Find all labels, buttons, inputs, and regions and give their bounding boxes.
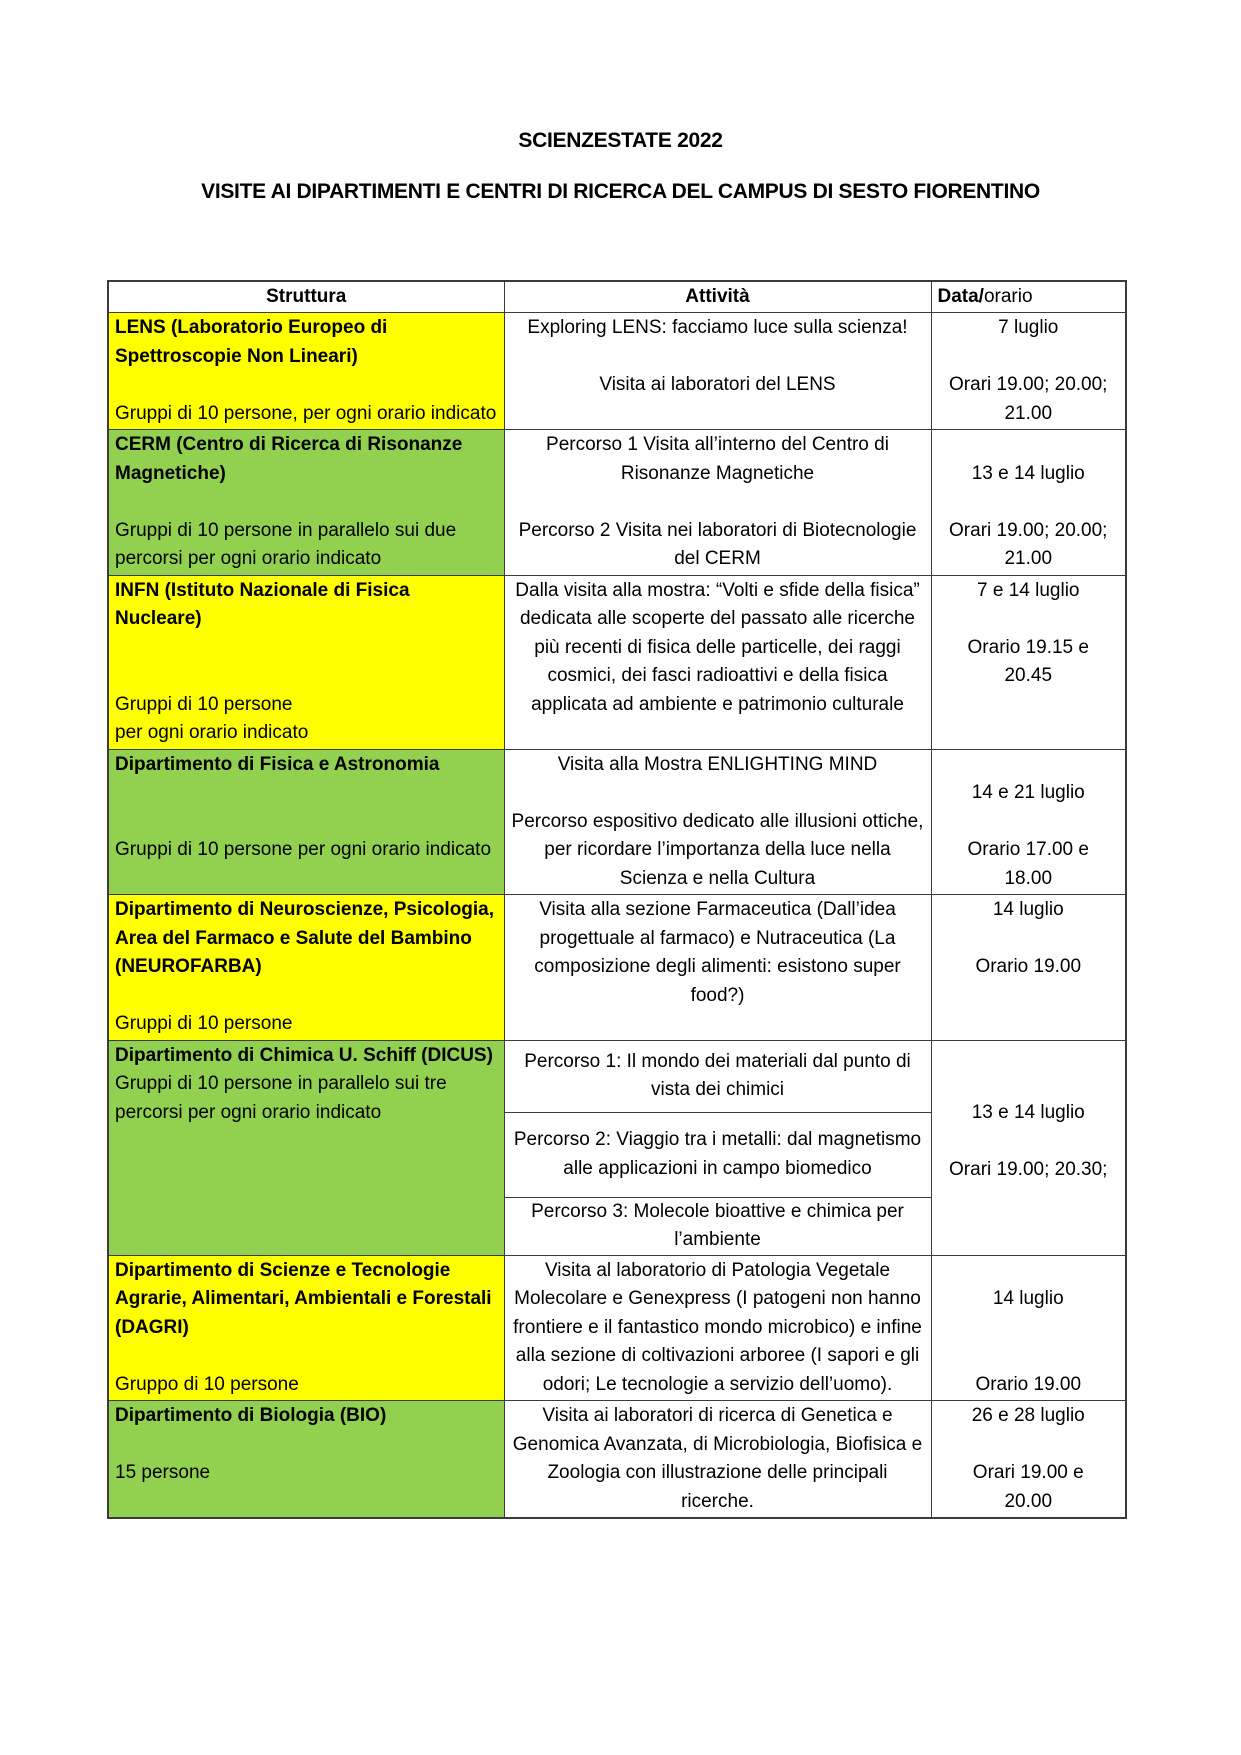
text-line: Percorso 3: Molecole bioattive e chimica per l’ambiente xyxy=(531,1200,904,1250)
spacer xyxy=(115,808,498,837)
header-attivita-label: Attività xyxy=(685,286,750,307)
spacer xyxy=(938,1042,1120,1071)
table-row-infn xyxy=(108,575,1126,749)
text-line: Orari 19.00; 20.00; xyxy=(949,374,1108,395)
spacer xyxy=(938,488,1120,517)
text-line: Orari 19.00 e xyxy=(972,1462,1084,1483)
spacer xyxy=(938,1257,1120,1286)
table-row-dagri xyxy=(108,1255,1126,1401)
spacer xyxy=(938,925,1120,954)
page-title: SCIENZESTATE 2022 xyxy=(518,129,723,152)
spacer xyxy=(511,779,925,808)
struttura-cell-dicus xyxy=(108,1040,504,1255)
text-line: Percorso 1 Visita all’interno del Centro di Risonanze Magnetiche xyxy=(546,434,889,484)
visits-table xyxy=(107,280,1127,1519)
attivita-cell-dagri xyxy=(504,1255,931,1401)
table-row-cerm xyxy=(108,430,1126,576)
struttura-cell-fisica-astronomia xyxy=(108,749,504,895)
spacer xyxy=(115,371,498,400)
spacer xyxy=(115,1431,498,1460)
text-line: Percorso 2: Viaggio tra i metalli: dal magnetismo alle applicazioni in campo biomedico xyxy=(513,1129,922,1179)
table-body xyxy=(108,313,1126,1519)
table-row-dicus xyxy=(108,1040,1126,1255)
text-line: 14 e 21 luglio xyxy=(971,782,1085,803)
text-line: 20.45 xyxy=(1004,665,1053,686)
text-line: Orario 19.00 xyxy=(975,956,1082,977)
text-line: 21.00 xyxy=(1004,548,1053,569)
table-row-lens xyxy=(108,313,1126,430)
text-line: per ogni orario indicato xyxy=(115,722,309,743)
text-line: Orario 19.15 e xyxy=(967,636,1089,658)
struttura-cell-lens xyxy=(108,313,504,430)
spacer xyxy=(115,488,498,517)
attivita-cell-bio xyxy=(504,1401,931,1519)
text-line: Dipartimento di Scienze e Tecnologie Agrarie, Alimentari, Ambientali e Forestali (DAGRI) xyxy=(115,1259,492,1338)
spacer xyxy=(511,488,925,517)
text-line: 7 e 14 luglio xyxy=(977,579,1080,601)
struttura-cell-dagri xyxy=(108,1255,504,1401)
text-line: Percorso 2 Visita nei laboratori di Biotecnologie del CERM xyxy=(518,519,917,569)
text-line: Visita alla Mostra ENLIGHTING MIND xyxy=(557,753,878,775)
text-line: Gruppi di 10 persone xyxy=(115,693,293,715)
spacer xyxy=(115,662,498,691)
text-line: 14 luglio xyxy=(992,899,1064,920)
data-cell-dicus xyxy=(931,1040,1126,1255)
attivita-cell-infn xyxy=(504,575,931,749)
attivita-cell-cerm xyxy=(504,430,931,576)
text-line: 13 e 14 luglio xyxy=(971,1101,1085,1123)
text-line: 13 e 14 luglio xyxy=(971,462,1085,484)
text-line: LENS (Laboratorio Europeo di Spettroscopie Non Lineari) xyxy=(115,317,388,367)
text-line: CERM (Centro di Ricerca di Risonanze Magnetiche) xyxy=(115,434,463,484)
text-line: Visita ai laboratori di ricerca di Genetica e Genomica Avanzata, di Microbiologia, Biofisica e Zoologia con illustrazione delle principali ricerche. xyxy=(512,1405,923,1512)
attivita-cell-neurofarba xyxy=(504,895,931,1041)
text-line: 18.00 xyxy=(1004,867,1053,889)
spacer xyxy=(115,779,498,808)
spacer xyxy=(938,1070,1120,1099)
header-data-orario xyxy=(931,281,1126,313)
data-cell-infn xyxy=(931,575,1126,749)
spacer xyxy=(938,431,1120,460)
struttura-cell-cerm xyxy=(108,430,504,576)
header-data-label-bold: Data/ xyxy=(937,286,984,307)
text-line: 20.00 xyxy=(1004,1490,1053,1512)
spacer xyxy=(115,634,498,663)
text-line: 15 persone xyxy=(115,1462,211,1483)
struttura-cell-infn xyxy=(108,575,504,749)
header-struttura xyxy=(108,281,504,313)
spacer xyxy=(938,605,1120,634)
text-line: Gruppo di 10 persone xyxy=(115,1373,299,1395)
header-struttura-label: Struttura xyxy=(266,286,347,307)
text-line: Dipartimento di Biologia (BIO) xyxy=(115,1405,387,1426)
table-row-neurofarba xyxy=(108,895,1126,1041)
data-cell-bio xyxy=(931,1401,1126,1519)
text-line: Orario 17.00 e xyxy=(967,839,1089,860)
text-line: Percorso espositivo dedicato alle illusioni ottiche, per ricordare l’importanza della luce nella Scienza e nella Cultura xyxy=(511,810,924,889)
text-line: Orario 19.00 xyxy=(975,1373,1082,1395)
text-line: Visita al laboratorio di Patologia Vegetale Molecolare e Genexpress (I patogeni non hanno frontiere e il fantastico mondo microbico) e infine alla sezione di coltivazioni arboree (I sapori e gli odori; Le tecnologie a servizio dell’uomo). xyxy=(513,1259,922,1395)
spacer xyxy=(938,808,1120,837)
text-line: Gruppi di 10 persone, per ogni orario indicato xyxy=(115,402,497,424)
spacer xyxy=(938,1342,1120,1371)
attivita-subrow-dicus-1 xyxy=(505,1041,931,1113)
text-line: 7 luglio xyxy=(998,317,1059,338)
spacer xyxy=(115,982,498,1011)
text-line: Dipartimento di Chimica U. Schiff (DICUS) xyxy=(115,1044,493,1066)
text-line: Dipartimento di Fisica e Astronomia xyxy=(115,753,440,775)
text-line: Percorso 1: Il mondo dei materiali dal punto di vista dei chimici xyxy=(524,1050,911,1100)
text-line: 26 e 28 luglio xyxy=(971,1405,1085,1426)
text-line: Gruppi di 10 persone in parallelo sui tre percorsi per ogni orario indicato xyxy=(115,1073,447,1123)
spacer xyxy=(511,343,925,372)
attivita-subrow-dicus-3 xyxy=(505,1198,931,1255)
data-cell-cerm xyxy=(931,430,1126,576)
header-attivita xyxy=(504,281,931,313)
text-line: INFN (Istituto Nazionale di Fisica Nucleare) xyxy=(115,579,410,629)
spacer xyxy=(938,1314,1120,1343)
struttura-cell-neurofarba xyxy=(108,895,504,1041)
text-line: Dalla visita alla mostra: “Volti e sfide della fisica” dedicata alle scoperte del passato alle ricerche più recenti di fisica delle particelle, dei raggi cosmici, dei fasci radioattivi e della fisica applicata ad ambiente e patrimonio culturale xyxy=(515,579,920,715)
attivita-cell-dicus xyxy=(504,1040,931,1255)
data-cell-lens xyxy=(931,313,1126,430)
document-header xyxy=(0,0,1241,206)
table-header-row xyxy=(108,281,1126,313)
header-orario-label: orario xyxy=(983,286,1033,307)
table-row-fisica-astronomia xyxy=(108,749,1126,895)
table-row-bio xyxy=(108,1401,1126,1519)
text-line: Exploring LENS: facciamo luce sulla scienza! xyxy=(527,317,908,338)
page-subtitle: VISITE AI DIPARTIMENTI E CENTRI DI RICERCA DEL CAMPUS DI SESTO FIORENTINO xyxy=(201,180,1040,203)
spacer xyxy=(938,1431,1120,1460)
attivita-cell-lens xyxy=(504,313,931,430)
text-line: Gruppi di 10 persone in parallelo sui due percorsi per ogni orario indicato xyxy=(115,519,457,569)
spacer xyxy=(115,1342,498,1371)
attivita-cell-fisica-astronomia xyxy=(504,749,931,895)
data-cell-fisica-astronomia xyxy=(931,749,1126,895)
text-line: Visita alla sezione Farmaceutica (Dall’idea progettuale al farmaco) e Nutraceutica (La composizione degli alimenti: esistono super food?) xyxy=(534,899,901,1006)
data-cell-dagri xyxy=(931,1255,1126,1401)
text-line: 14 luglio xyxy=(992,1288,1064,1309)
text-line: Dipartimento di Neuroscienze, Psicologia, Area del Farmaco e Salute del Bambino (NEUROFARBA) xyxy=(115,899,495,977)
spacer xyxy=(938,343,1120,372)
struttura-cell-bio xyxy=(108,1401,504,1519)
text-line: 21.00 xyxy=(1004,402,1053,424)
spacer xyxy=(938,1127,1120,1156)
text-line: Gruppi di 10 persone xyxy=(115,1013,293,1034)
spacer xyxy=(938,751,1120,780)
text-line: Orari 19.00; 20.30; xyxy=(949,1158,1108,1180)
data-cell-neurofarba xyxy=(931,895,1126,1041)
text-line: Visita ai laboratori del LENS xyxy=(599,374,836,395)
text-line: Orari 19.00; 20.00; xyxy=(949,519,1108,541)
attivita-subrow-dicus-2 xyxy=(505,1113,931,1198)
text-line: Gruppi di 10 persone per ogni orario indicato xyxy=(115,839,492,860)
